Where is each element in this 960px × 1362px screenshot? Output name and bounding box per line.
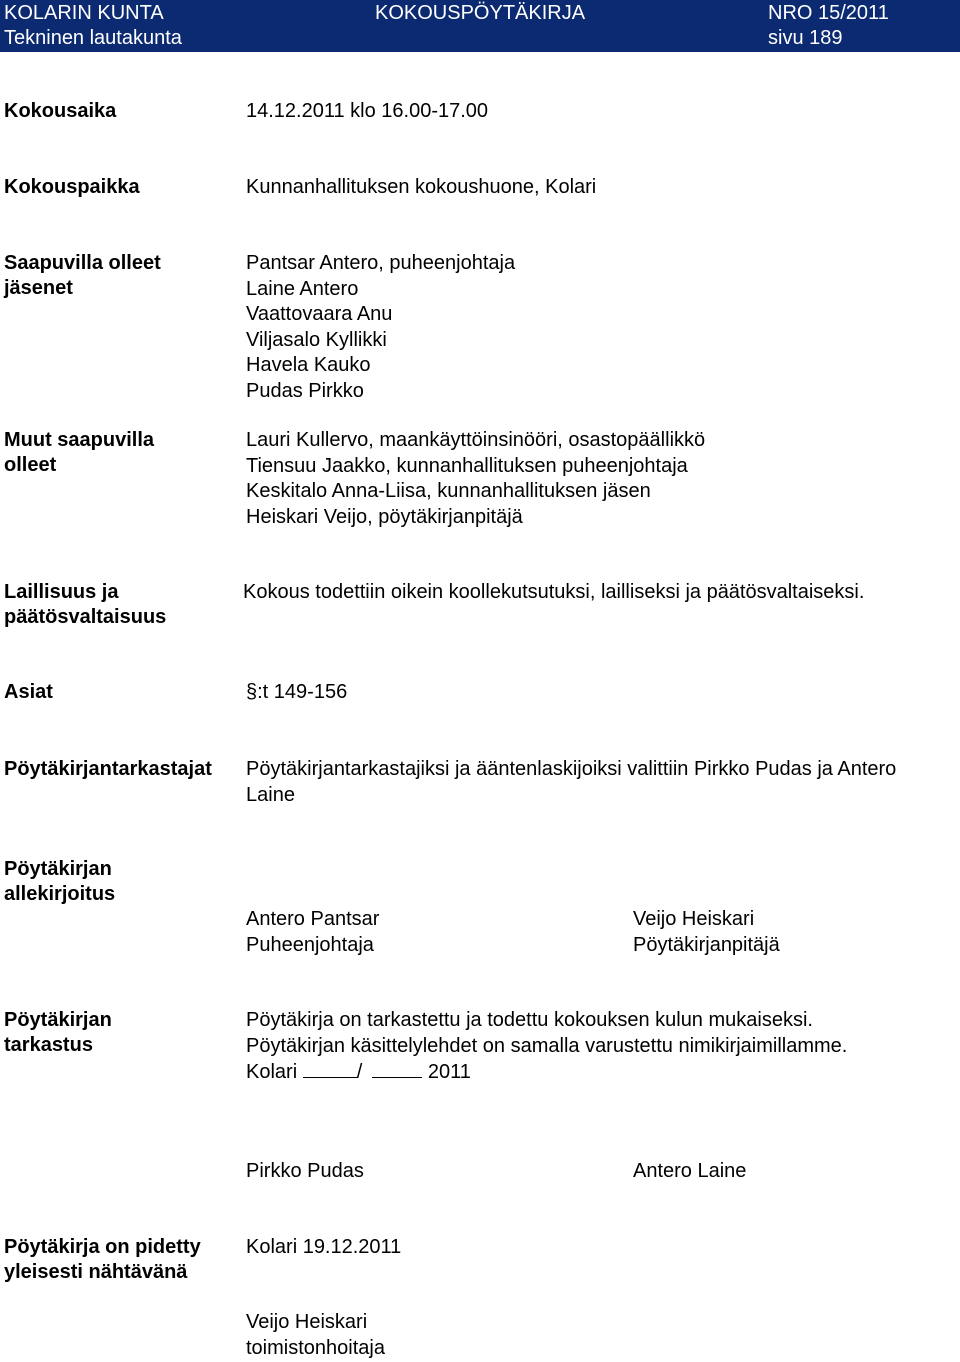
review-label-line: tarkastus — [4, 1034, 93, 1056]
inspectors-label: Pöytäkirjantarkastajat — [4, 758, 212, 780]
display-label — [4, 1235, 201, 1285]
matters-value: §:t 149-156 — [246, 681, 348, 703]
legality-label-line: päätösvaltaisuus — [4, 606, 167, 628]
list-item: Keskitalo Anna-Liisa, kunnanhallituksen jäsen — [246, 480, 651, 502]
members-list — [246, 251, 515, 404]
review-label — [4, 1008, 112, 1058]
members-label-line: jäsenet — [4, 277, 73, 299]
list-item: Pudas Pirkko — [246, 379, 364, 402]
meeting-time-label: Kokousaika — [4, 100, 117, 122]
review-date-line — [246, 1059, 847, 1085]
review-place: Kolari — [246, 1061, 298, 1083]
doc-number: NRO 15/2011 — [768, 2, 889, 24]
others-list — [246, 428, 705, 530]
chair-signature — [246, 907, 379, 958]
review-line: Pöytäkirja on tarkastettu ja todettu kokouksen kulun mukaiseksi. — [246, 1009, 813, 1031]
legality-label-line: Laillisuus ja — [4, 581, 119, 603]
list-item: Vaattovaara Anu — [246, 303, 393, 325]
matters-label: Asiat — [4, 681, 53, 703]
doc-type: KOKOUSPÖYTÄKIRJA — [375, 2, 586, 24]
others-label-line: Muut saapuvilla — [4, 429, 155, 451]
review-label-line: Pöytäkirjan — [4, 1009, 112, 1031]
board-name: Tekninen lautakunta — [4, 27, 182, 49]
secretary-role: Pöytäkirjanpitäjä — [633, 933, 780, 956]
list-item: Pantsar Antero, puheenjohtaja — [246, 252, 516, 274]
day-blank — [303, 1059, 357, 1078]
chair-name: Antero Pantsar — [246, 908, 380, 930]
inspectors-text — [246, 757, 896, 808]
display-signer — [246, 1310, 385, 1361]
month-blank — [372, 1059, 422, 1078]
chair-role: Puheenjohtaja — [246, 933, 374, 956]
meeting-place-label: Kokouspaikka — [4, 176, 140, 198]
list-item: Havela Kauko — [246, 354, 371, 376]
members-label-line: Saapuvilla olleet — [4, 252, 161, 274]
members-label — [4, 251, 161, 301]
inspectors-text-line: Pöytäkirjantarkastajiksi ja ääntenlaskijoiksi valittiin Pirkko Pudas ja Antero — [246, 758, 897, 780]
review-text — [246, 1008, 847, 1085]
list-item: Laine Antero — [246, 277, 359, 300]
reviewer-2-name: Antero Laine — [633, 1160, 747, 1182]
meeting-place-value: Kunnanhallituksen kokoushuone, Kolari — [246, 176, 597, 198]
display-signer-role: toimistonhoitaja — [246, 1336, 385, 1359]
legality-label — [4, 580, 166, 630]
reviewer-1-name: Pirkko Pudas — [246, 1160, 364, 1182]
review-line: Pöytäkirjan käsittelylehdet on samalla varustettu nimikirjaimillamme. — [246, 1034, 848, 1057]
display-value: Kolari 19.12.2011 — [246, 1236, 402, 1258]
others-label-line: olleet — [4, 454, 57, 476]
date-separator: / — [356, 1061, 363, 1083]
secretary-signature — [633, 907, 780, 958]
list-item: Viljasalo Kyllikki — [246, 328, 387, 351]
review-year: 2011 — [427, 1061, 471, 1083]
meeting-time-value: 14.12.2011 klo 16.00-17.00 — [246, 100, 489, 122]
secretary-name: Veijo Heiskari — [633, 908, 755, 930]
signing-label-line: Pöytäkirjan — [4, 858, 112, 880]
document-header — [0, 0, 960, 52]
display-label-line: Pöytäkirja on pidetty — [4, 1236, 201, 1258]
list-item: Lauri Kullervo, maankäyttöinsinööri, osastopäällikkö — [246, 429, 706, 451]
page-number: sivu 189 — [768, 27, 843, 49]
list-item: Heiskari Veijo, pöytäkirjanpitäjä — [246, 505, 523, 528]
org-name: KOLARIN KUNTA — [4, 2, 164, 24]
signing-label-line: allekirjoitus — [4, 883, 116, 905]
display-signer-name: Veijo Heiskari — [246, 1311, 368, 1333]
inspectors-text-line: Laine — [246, 783, 295, 806]
list-item: Tiensuu Jaakko, kunnanhallituksen puheenjohtaja — [246, 454, 688, 477]
display-label-line: yleisesti nähtävänä — [4, 1261, 188, 1283]
legality-text: Kokous todettiin oikein koollekutsutuksi, lailliseksi ja päätösvaltaiseksi. — [243, 581, 865, 603]
others-label — [4, 428, 154, 478]
signing-label — [4, 857, 115, 907]
